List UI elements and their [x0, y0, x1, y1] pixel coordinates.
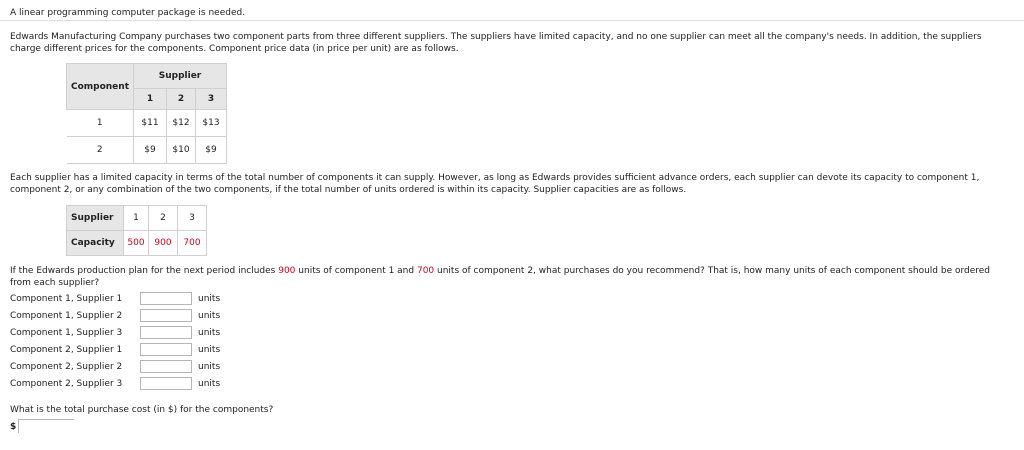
component-row-label: 2: [67, 137, 134, 164]
c2-s3-input[interactable]: [140, 377, 192, 390]
capacity-supplier-number: 2: [149, 206, 178, 231]
c1-s1-input[interactable]: [140, 292, 192, 305]
component2-units: 700: [416, 266, 435, 276]
component-row-label: 1: [67, 110, 134, 137]
units-label: units: [198, 294, 221, 304]
units-label: units: [198, 328, 221, 338]
capacity-supplier-number: 1: [124, 206, 149, 231]
capacity-row-label: Capacity: [67, 231, 124, 256]
title-divider: [0, 20, 1024, 21]
c1-s2-input[interactable]: [140, 309, 192, 322]
answer-label: Component 2, Supplier 3: [10, 379, 123, 389]
price-cell: $12: [167, 110, 196, 137]
capacity-intro-paragraph: Each supplier has a limited capacity in terms of the total number of components it can supply. However, as long as Edwards provides sufficient advance orders, each supplier can devote its capacity to component 1, component 2, or any combination of the two components, if the total number of units ordered is within its capacity. Supplier capacities are as follows.: [10, 173, 980, 195]
answer-label: Component 2, Supplier 2: [10, 362, 123, 372]
intro-paragraph: Edwards Manufacturing Company purchases two component parts from three different suppliers. The suppliers have limited capacity, and no one supplier can meet all the company's needs. In addition, the suppliers charge different prices for the components. Component price data (in price per unit) are as follows.: [10, 32, 982, 54]
question-text: units of component 1 and: [295, 266, 417, 276]
answer-label: Component 2, Supplier 1: [10, 345, 123, 355]
answer-label: Component 1, Supplier 3: [10, 328, 123, 338]
price-cell: $9: [134, 137, 167, 164]
c2-s2-input[interactable]: [140, 360, 192, 373]
capacity-value: 700: [178, 231, 207, 256]
component-header: Component: [67, 64, 134, 110]
capacity-value: 500: [124, 231, 149, 256]
capacity-supplier-number: 3: [178, 206, 207, 231]
price-table: [66, 63, 227, 164]
question-text: If the Edwards production plan for the next period includes: [10, 266, 279, 276]
price-cell: $11: [134, 110, 167, 137]
units-label: units: [198, 379, 221, 389]
units-label: units: [198, 362, 221, 372]
component1-units: 900: [278, 266, 296, 276]
units-label: units: [198, 311, 221, 321]
supplier-col-header: 1: [134, 89, 167, 110]
page-title: A linear programming computer package is needed.: [10, 8, 246, 18]
price-cell: $13: [196, 110, 227, 137]
supplier-row-label: Supplier: [67, 206, 124, 231]
supplier-col-header: 3: [196, 89, 227, 110]
c2-s1-input[interactable]: [140, 343, 192, 356]
price-cell: $10: [167, 137, 196, 164]
supplier-col-header: 2: [167, 89, 196, 110]
capacity-table: [66, 205, 207, 256]
units-label: units: [198, 345, 221, 355]
total-cost-input[interactable]: [18, 419, 74, 433]
supplier-header: Supplier: [134, 64, 227, 89]
currency-symbol: $: [10, 422, 17, 432]
question-paragraph: [10, 265, 1010, 289]
capacity-value: 900: [149, 231, 178, 256]
c1-s3-input[interactable]: [140, 326, 192, 339]
answer-label: Component 1, Supplier 1: [10, 294, 123, 304]
price-cell: $9: [196, 137, 227, 164]
total-cost-question: What is the total purchase cost (in $) for the components?: [10, 405, 274, 415]
answer-label: Component 1, Supplier 2: [10, 311, 123, 321]
question-text: units of component 2, what purchases do you recommend? That is, how many units of each component should be ordered from each supplier?: [10, 266, 991, 288]
